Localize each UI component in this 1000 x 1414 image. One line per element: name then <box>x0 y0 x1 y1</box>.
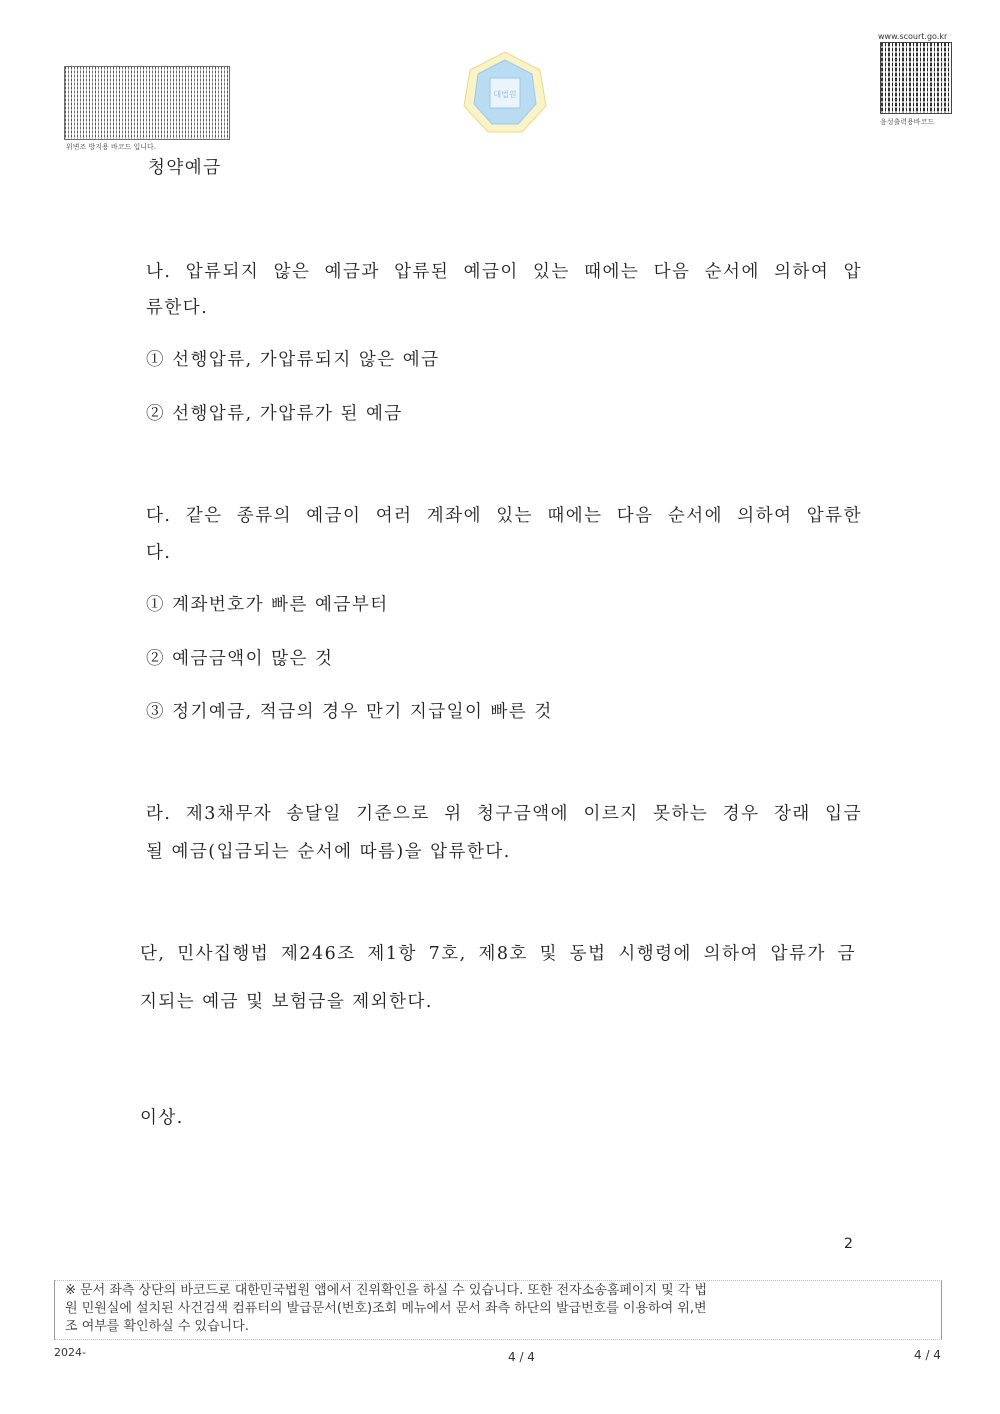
section-da-line1: 다. 같은 종류의 예금이 여러 계좌에 있는 때에는 다음 순서에 의하여 압류한 <box>146 506 862 526</box>
closing-text: 이상. <box>140 1108 184 1128</box>
qr-caption: 음성출력용바코드 <box>880 118 935 126</box>
notice-line2: 원 민원실에 설치된 사건검색 컴퓨터의 발급문서(번호)조회 메뉴에서 문서 좌측 하단의 발급번호를 이용하여 위,변 <box>65 1301 707 1316</box>
section-da-line2: 다. <box>146 543 172 563</box>
voice-output-qr-code <box>880 42 952 114</box>
page-indicator-right: 4 / 4 <box>914 1348 941 1362</box>
section-da-item3: ③ 정기예금, 적금의 경우 만기 지급일이 빠른 것 <box>146 702 553 722</box>
section-ra-line1: 라. 제3채무자 송달일 기준으로 위 청구금액에 이르지 못하는 경우 장래 입금 <box>146 804 862 824</box>
issue-number: 2024- <box>54 1346 86 1359</box>
section-na-item2: ② 선행압류, 가압류가 된 예금 <box>146 404 403 424</box>
barcode-caption: 위변조 방지용 바코드 입니다. <box>66 143 157 151</box>
exclusion-line1: 단, 민사집행법 제246조 제1항 7호, 제8호 및 동법 시행령에 의하여 압류가 금 <box>140 944 856 964</box>
notice-line3: 조 여부를 확인하실 수 있습니다. <box>65 1319 249 1334</box>
court-emblem-icon <box>460 48 550 136</box>
court-url: www.scourt.go.kr <box>878 32 948 41</box>
page-indicator-center: 4 / 4 <box>508 1350 535 1364</box>
emblem-label: 대법원 <box>493 90 517 99</box>
section-na-line2: 류한다. <box>146 298 209 318</box>
section-da-item1: ① 계좌번호가 빠른 예금부터 <box>146 595 389 615</box>
page-number: 2 <box>844 1236 853 1252</box>
section-na-line1: 나. 압류되지 않은 예금과 압류된 예금이 있는 때에는 다음 순서에 의하여 압 <box>146 262 862 282</box>
anti-forgery-barcode <box>64 66 230 140</box>
deposit-type-item: 청약예금 <box>148 158 222 178</box>
section-ra-line2: 될 예금(입금되는 순서에 따름)을 압류한다. <box>146 842 511 862</box>
verification-notice <box>54 1280 942 1340</box>
notice-line1: ※ 문서 좌측 상단의 바코드로 대한민국법원 앱에서 진위확인을 하실 수 있습니다. 또한 전자소송홈페이지 및 각 법 <box>65 1283 708 1298</box>
section-na-item1: ① 선행압류, 가압류되지 않은 예금 <box>146 350 440 370</box>
exclusion-line2: 지되는 예금 및 보험금을 제외한다. <box>140 992 433 1012</box>
section-da-item2: ② 예금금액이 많은 것 <box>146 649 334 669</box>
